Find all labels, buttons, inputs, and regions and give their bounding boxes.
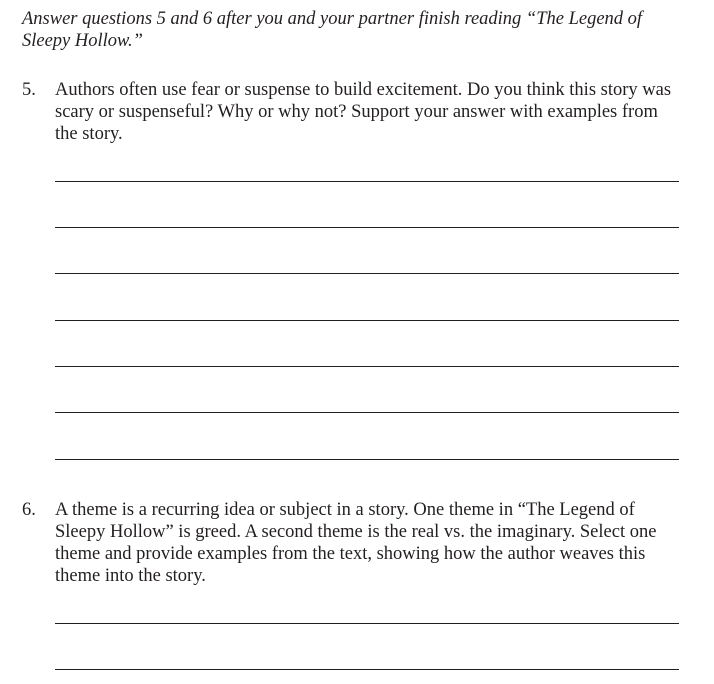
question-text: Authors often use fear or suspense to build excitement. Do you think this story was scary or suspenseful? Why or why not? Support your answer with examples from the story. xyxy=(55,80,672,144)
question-5 xyxy=(22,79,692,145)
question-text: A theme is a recurring idea or subject in a story. One theme in “The Legend of Sleepy Hollow” is greed. A second theme is the real vs. the imaginary. Select one theme and provide examples from the text, showing how the author weaves this theme into the story. xyxy=(55,500,657,586)
answer-line[interactable] xyxy=(55,273,679,274)
instructions-text: Answer questions 5 and 6 after you and your partner finish reading “The Legend of Sleepy Hollow.” xyxy=(22,9,643,51)
question-6 xyxy=(22,499,692,587)
answer-line[interactable] xyxy=(55,366,679,367)
answer-line[interactable] xyxy=(55,623,679,624)
answer-line[interactable] xyxy=(55,320,679,321)
answer-line[interactable] xyxy=(55,181,679,182)
answer-line[interactable] xyxy=(55,412,679,413)
answer-line[interactable] xyxy=(55,669,679,670)
answer-line[interactable] xyxy=(55,459,679,460)
question-number: 6. xyxy=(22,500,36,520)
question-number: 5. xyxy=(22,80,36,100)
answer-line[interactable] xyxy=(55,227,679,228)
